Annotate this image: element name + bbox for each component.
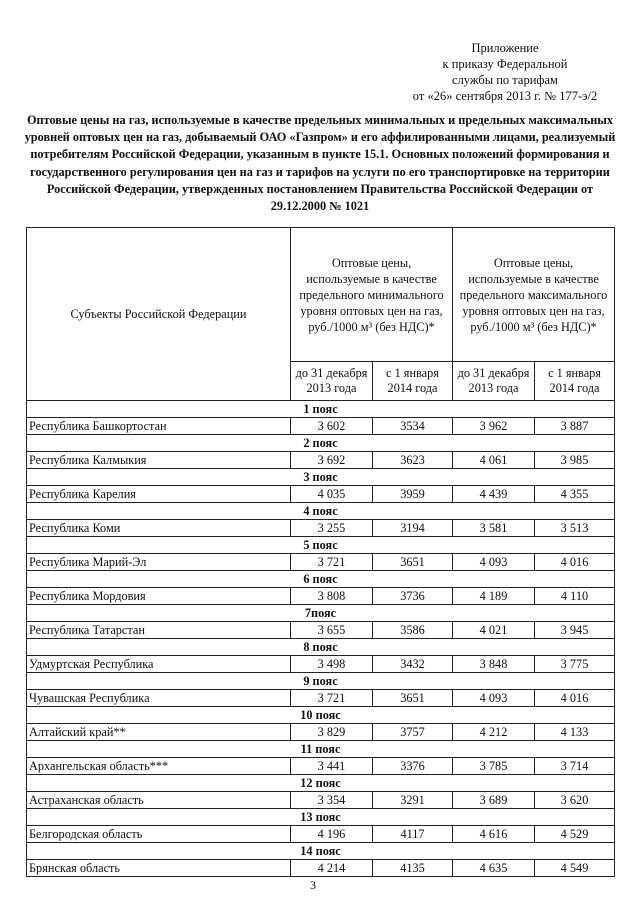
zone-label: 13 пояс xyxy=(27,809,615,826)
appendix-line: Приложение xyxy=(471,41,539,55)
zone-label: 11 пояс xyxy=(27,741,615,758)
max-price-2014: 4 016 xyxy=(535,690,615,707)
page-number: 3 xyxy=(310,878,316,892)
max-price-2014: 3 985 xyxy=(535,452,615,469)
table-row xyxy=(27,452,615,469)
zone-label: 8 пояс xyxy=(27,639,615,656)
price-table xyxy=(26,227,615,877)
table-row xyxy=(27,622,615,639)
zone-label: 5 пояс xyxy=(27,537,615,554)
max-price-2014: 4 110 xyxy=(535,588,615,605)
max-price-2013: 4 189 xyxy=(453,588,535,605)
appendix-line: от «26» сентября 2013 г. № 177-э/2 xyxy=(412,89,598,103)
zone-label: 4 пояс xyxy=(27,503,615,520)
min-price-2013: 3 721 xyxy=(291,690,373,707)
min-price-2014: 3376 xyxy=(373,758,453,775)
subjects-header: Субъекты Российской Федерации xyxy=(27,228,291,401)
min-price-2013: 3 655 xyxy=(291,622,373,639)
zone-row xyxy=(27,809,615,826)
max-price-2013: 4 439 xyxy=(453,486,535,503)
max-price-2014: 4 355 xyxy=(535,486,615,503)
max-price-2013: 4 061 xyxy=(453,452,535,469)
min-price-2013: 3 692 xyxy=(291,452,373,469)
table-row xyxy=(27,656,615,673)
zone-row xyxy=(27,673,615,690)
region-name: Удмуртская Республика xyxy=(27,656,291,673)
zone-label: 10 пояс xyxy=(27,707,615,724)
min-price-2013: 3 354 xyxy=(291,792,373,809)
appendix-line: службы по тарифам xyxy=(452,73,558,87)
zone-row xyxy=(27,503,615,520)
zone-label: 6 пояс xyxy=(27,571,615,588)
zone-row xyxy=(27,401,615,418)
max-price-2013: 4 093 xyxy=(453,554,535,571)
max-price-2013: 4 093 xyxy=(453,690,535,707)
appendix-line: к приказу Федеральной xyxy=(442,57,568,71)
min-price-2013: 4 196 xyxy=(291,826,373,843)
zone-row xyxy=(27,435,615,452)
min-price-2014: 3291 xyxy=(373,792,453,809)
zone-label: 14 пояс xyxy=(27,843,615,860)
min-price-2013: 4 035 xyxy=(291,486,373,503)
table-row xyxy=(27,486,615,503)
table-row xyxy=(27,554,615,571)
table-row xyxy=(27,792,615,809)
region-name: Брянская область xyxy=(27,860,291,877)
max-price-2013: 3 962 xyxy=(453,418,535,435)
max-price-2014: 3 714 xyxy=(535,758,615,775)
min-price-2013: 3 255 xyxy=(291,520,373,537)
max-price-2014: 3 945 xyxy=(535,622,615,639)
zone-label: 1 пояс xyxy=(27,401,615,418)
zone-row xyxy=(27,571,615,588)
region-name: Белгородская область xyxy=(27,826,291,843)
min-price-2014: 3586 xyxy=(373,622,453,639)
zone-row xyxy=(27,469,615,486)
min-price-2014: 3757 xyxy=(373,724,453,741)
min-price-2014: 3432 xyxy=(373,656,453,673)
zone-label: 12 пояс xyxy=(27,775,615,792)
min-price-2014: 4117 xyxy=(373,826,453,843)
max-price-2014: 3 775 xyxy=(535,656,615,673)
min-price-2014: 3959 xyxy=(373,486,453,503)
max-price-2014: 3 513 xyxy=(535,520,615,537)
region-name: Республика Башкортостан xyxy=(27,418,291,435)
min-before-header: до 31 декабря 2013 года xyxy=(291,362,373,401)
max-price-2013: 4 021 xyxy=(453,622,535,639)
table-row xyxy=(27,758,615,775)
min-price-2014: 3623 xyxy=(373,452,453,469)
min-price-2014: 3736 xyxy=(373,588,453,605)
min-price-header: Оптовые цены, используемые в качестве предельного минимального уровня оптовых цен на газ, руб./1000 м³ (без НДС)* xyxy=(291,228,453,362)
min-price-2013: 3 721 xyxy=(291,554,373,571)
region-name: Астраханская область xyxy=(27,792,291,809)
max-price-2014: 3 620 xyxy=(535,792,615,809)
table-row xyxy=(27,826,615,843)
zone-row xyxy=(27,741,615,758)
min-price-2013: 3 602 xyxy=(291,418,373,435)
zone-label: 3 пояс xyxy=(27,469,615,486)
region-name: Республика Марий-Эл xyxy=(27,554,291,571)
appendix-header xyxy=(380,40,630,104)
max-price-2013: 3 581 xyxy=(453,520,535,537)
min-price-2014: 3651 xyxy=(373,690,453,707)
region-name: Республика Карелия xyxy=(27,486,291,503)
table-row xyxy=(27,860,615,877)
zone-row xyxy=(27,843,615,860)
min-price-2013: 3 829 xyxy=(291,724,373,741)
table-row xyxy=(27,724,615,741)
max-price-2013: 3 785 xyxy=(453,758,535,775)
max-before-header: до 31 декабря 2013 года xyxy=(453,362,535,401)
min-price-2014: 3534 xyxy=(373,418,453,435)
table-row xyxy=(27,690,615,707)
max-price-2014: 4 549 xyxy=(535,860,615,877)
zone-row xyxy=(27,707,615,724)
document-title: Оптовые цены на газ, используемые в качестве предельных минимальных и предельных максимальных уровней оптовых цен на газ, добываемый ОАО «Газпром» и его аффилированными лицами, реализуемый потребителям Российской Федерации, указанным в пункте 15.1. Основных положений формирования и государственного регулирования цен на газ и тарифов на услуги по его транспортировке на территории Российской Федерации, утвержденных постановлением Правительства Российской Федерации от 29.12.2000 № 1021 xyxy=(24,113,616,214)
max-price-2013: 4 616 xyxy=(453,826,535,843)
zone-row xyxy=(27,537,615,554)
min-price-2013: 4 214 xyxy=(291,860,373,877)
min-price-2013: 3 498 xyxy=(291,656,373,673)
zone-label: 2 пояс xyxy=(27,435,615,452)
zone-row xyxy=(27,605,615,622)
min-price-2014: 4135 xyxy=(373,860,453,877)
zone-row xyxy=(27,639,615,656)
region-name: Чувашская Республика xyxy=(27,690,291,707)
region-name: Алтайский край** xyxy=(27,724,291,741)
region-name: Архангельская область*** xyxy=(27,758,291,775)
max-price-2013: 3 848 xyxy=(453,656,535,673)
max-price-2013: 3 689 xyxy=(453,792,535,809)
max-price-2014: 3 887 xyxy=(535,418,615,435)
min-price-2014: 3651 xyxy=(373,554,453,571)
region-name: Республика Коми xyxy=(27,520,291,537)
min-after-header: с 1 января 2014 года xyxy=(373,362,453,401)
min-price-2013: 3 808 xyxy=(291,588,373,605)
zone-label: 7пояс xyxy=(27,605,615,622)
table-row xyxy=(27,520,615,537)
max-price-2014: 4 529 xyxy=(535,826,615,843)
table-row xyxy=(27,418,615,435)
region-name: Республика Мордовия xyxy=(27,588,291,605)
max-after-header: с 1 января 2014 года xyxy=(535,362,615,401)
region-name: Республика Татарстан xyxy=(27,622,291,639)
min-price-2013: 3 441 xyxy=(291,758,373,775)
table-row xyxy=(27,588,615,605)
zone-row xyxy=(27,775,615,792)
max-price-2013: 4 212 xyxy=(453,724,535,741)
max-price-2013: 4 635 xyxy=(453,860,535,877)
zone-label: 9 пояс xyxy=(27,673,615,690)
min-price-2014: 3194 xyxy=(373,520,453,537)
max-price-header: Оптовые цены, используемые в качестве предельного максимального уровня оптовых цен на газ, руб./1000 м³ (без НДС)* xyxy=(453,228,615,362)
max-price-2014: 4 133 xyxy=(535,724,615,741)
region-name: Республика Калмыкия xyxy=(27,452,291,469)
max-price-2014: 4 016 xyxy=(535,554,615,571)
